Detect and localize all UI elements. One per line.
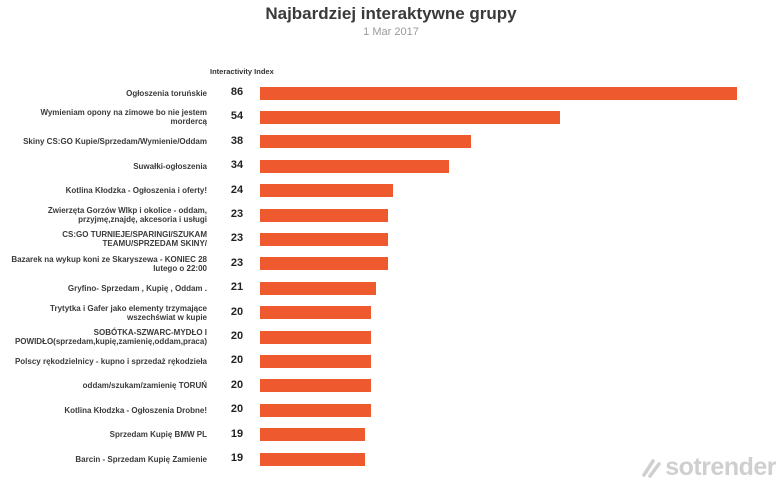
value-column-header: Interactivity Index [210,67,274,76]
bar [260,282,376,295]
value-label: 54 [230,110,244,123]
bar [260,135,471,148]
bar [260,160,449,173]
bar [260,428,365,441]
category-label-text: Kotlina Kłodzka - Ogłoszenia Drobne! [64,405,207,415]
bar [260,379,371,392]
bar [260,87,737,100]
value-label: 20 [230,330,244,342]
bar [260,111,560,124]
value-label: 20 [230,378,244,391]
bar [260,453,365,466]
brand-logo-text: sotrender [665,453,776,481]
category-label-text: SOBÓTKA-SZWARC-MYDŁO I POWIDŁO(sprzedam,kupię,zamienię,oddam,praca) [14,328,207,346]
category-label-text: Sprzedam Kupię BMW PL [109,430,207,440]
category-label-text: Bazarek na wykup koni ze Skaryszewa - KONIEC 28 lutego o 22:00 [11,254,207,273]
category-label-text: oddam/szukam/zamienię TORUŃ [82,381,207,391]
value-label: 19 [230,427,244,440]
value-label: 38 [230,134,244,147]
value-label: 34 [230,159,244,172]
bar [260,184,393,197]
value-label: 24 [230,183,244,196]
category-label-text: Barcin - Sprzedam Kupię Zamienie [75,454,207,464]
category-label-text: Zwierzęta Gorzów Wlkp i okolice - oddam, przyjmę,znajdę, akcesoria i usługi [47,206,207,224]
bar [260,404,371,417]
value-label: 23 [230,256,244,269]
category-label [7,445,207,473]
bar [260,209,388,222]
category-label-text: CS:GO TURNIEJE/SPARINGI/SZUKAM TEAMU/SPRZEDAM SKINY/ [62,230,207,249]
bar [260,355,371,368]
brand-logo [641,453,776,482]
value-label: 20 [230,305,244,318]
value-label: 20 [230,403,244,416]
bar [260,306,371,319]
value-label: 86 [230,86,244,98]
category-label-text: Wymieniam opony na zimowe bo nie jestem mordercą [40,108,207,127]
value-label: 19 [230,452,244,464]
value-label: 21 [230,281,244,294]
bar [260,257,388,270]
logo-mark-icon [641,457,663,479]
category-label-text: Gryfino- Sprzedam , Kupię , Oddam . [67,283,207,293]
category-label-text: Polscy rękodzielnicy - kupno i sprzedaż rękodzieła [14,356,207,366]
category-label-text: Suwałki-ogłoszenia [133,161,207,171]
bar [260,233,388,246]
value-label: 23 [230,208,244,220]
value-label: 20 [230,354,244,367]
category-label-text: Skiny CS:GO Kupie/Sprzedam/Wymienie/Oddam [23,137,207,147]
chart-subtitle: 1 Mar 2017 [363,26,419,38]
chart-title: Najbardziej interaktywne grupy [265,4,517,23]
category-label-text: Kotlina Kłodzka - Ogłoszenia i oferty! [65,186,207,196]
bar [260,331,371,344]
value-label: 23 [230,232,244,245]
category-label-text: Trytytka i Gafer jako elementy trzymające wszechświat w kupie [50,303,207,322]
category-label-text: Ogłoszenia toruńskie [126,88,207,98]
